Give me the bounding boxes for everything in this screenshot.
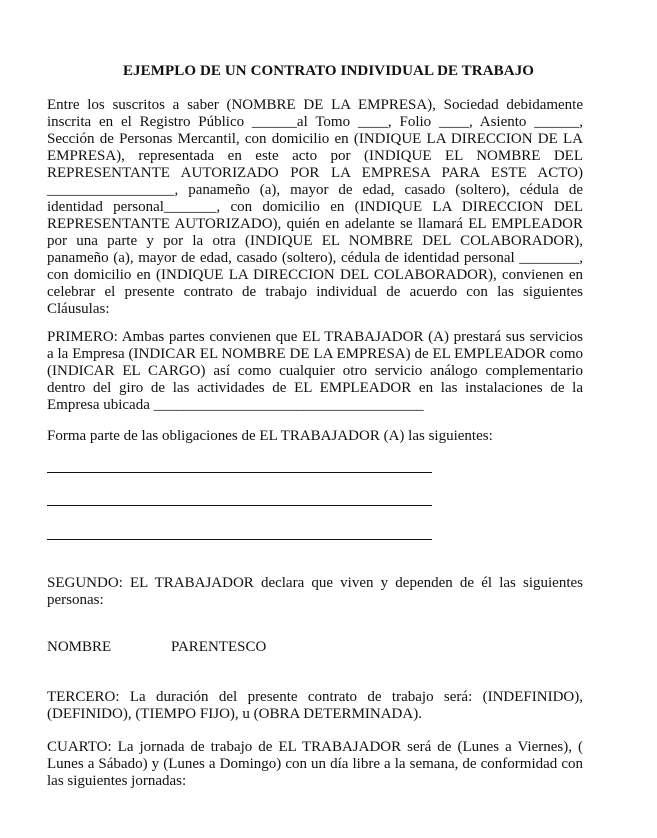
intro-paragraph: Entre los suscritos a saber (NOMBRE DE LA EMPRESA), Sociedad debidamente inscrita en el Registro Público ______al Tomo ____, Folio ____, Asiento ______, Sección de Personas Mercantil, con domicilio en (INDIQUE LA DIRECCION DE LA EMPRESA), representada en este acto por (INDIQUE EL NOMBRE DEL REPRESENTANTE AUTORIZADO POR LA EMPRESA PARA ESTE ACTO) _________________, panameño (a), mayor de edad, casado (soltero), cédula de identidad personal_______, con domicilio en (INDIQUE LA DIRECCION DEL REPRESENTANTE AUTORIZADO), quién en adelante se llamará EL EMPLEADOR por una parte y por la otra (INDIQUE EL NOMBRE DEL COLABORADOR), panameño (a), mayor de edad, casado (soltero), cédula de identidad personal ________, con domicilio en (INDIQUE LA DIRECCION DEL COLABORADOR), convienen en celebrar el presente contrato de trabajo individual de acuerdo con las siguientes Cláusulas: [47, 97, 583, 317]
clause-tercero: TERCERO: La duración del presente contrato de trabajo será: (INDEFINIDO), (DEFINIDO), (TIEMPO FIJO), u (OBRA DETERMINADA). [47, 689, 583, 722]
column-header-parentesco: PARENTESCO [171, 639, 267, 655]
obligations-heading: Forma parte de las obligaciones de EL TRABAJADOR (A) las siguientes: [47, 428, 493, 444]
obligation-blank-line-2[interactable] [47, 505, 432, 506]
clause-primero: PRIMERO: Ambas partes convienen que EL TRABAJADOR (A) prestará sus servicios a la Empresa (INDICAR EL NOMBRE DE LA EMPRESA) de EL EMPLEADOR como (INDICAR EL CARGO) así como cualquier otro servicio análogo complementario dentro del giro de las actividades de EL EMPLEADOR en las instalaciones de la Empresa ubicada ____________________________________ [47, 329, 583, 413]
document-title: EJEMPLO DE UN CONTRATO INDIVIDUAL DE TRABAJO [122, 63, 535, 79]
clause-segundo: SEGUNDO: EL TRABAJADOR declara que viven y dependen de él las siguientes personas: [47, 575, 583, 608]
clause-cuarto: CUARTO: La jornada de trabajo de EL TRABAJADOR será de (Lunes a Viernes), ( Lunes a Sábado) y (Lunes a Domingo) con un día libre a la semana, de conformidad con las siguientes jornadas: [47, 739, 583, 789]
obligation-blank-line-1[interactable] [47, 472, 432, 473]
obligation-blank-line-3[interactable] [47, 539, 432, 540]
column-header-nombre: NOMBRE [47, 639, 112, 655]
